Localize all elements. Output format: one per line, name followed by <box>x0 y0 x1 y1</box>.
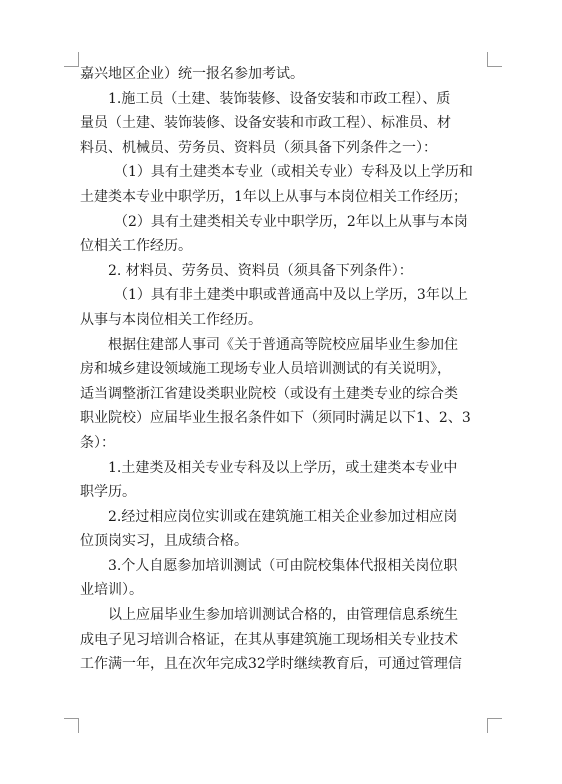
text-line: 位相关工作经历。 <box>80 238 192 255</box>
text-line: 2. 材料员、劳务员、资料员（须具备下列条件）： <box>108 262 413 279</box>
text-line: 职业院校）应届毕业生报名条件如下（须同时满足以下1、2、3 <box>80 410 471 427</box>
text-line: 1.施工员（土建、装饰装修、设备安装和市政工程）、质 <box>108 90 451 107</box>
crop-mark-bottom-right <box>487 718 502 733</box>
text-line: 1.土建类及相关专业专科及以上学历，或土建类本专业中 <box>108 459 458 476</box>
text-line: 从事与本岗位相关工作经历。 <box>80 311 262 328</box>
text-line: 料员、机械员、劳务员、资料员（须具备下列条件之一）： <box>80 139 437 156</box>
text-line: 职学历。 <box>80 484 136 501</box>
text-line: 房和城乡建设领域施工现场专业人员培训测试的有关说明》， <box>80 361 451 378</box>
text-line: 条）： <box>80 434 115 451</box>
crop-mark-top-left <box>64 52 79 67</box>
text-line: 业培训）。 <box>80 582 143 599</box>
text-line: 适当调整浙江省建设类职业院校（或设有土建类专业的综合类 <box>80 385 458 402</box>
text-line: 土建类本专业中职学历，1年以上从事与本岗位相关工作经历； <box>80 188 467 205</box>
text-line: （1）具有非土建类中职或普通高中及以上学历，3年以上 <box>114 287 468 304</box>
text-line: （2）具有土建类相关专业中职学历，2年以上从事与本岗 <box>114 213 468 230</box>
crop-mark-bottom-left <box>64 718 79 733</box>
text-line: 根据住建部人事司《关于普通高等院校应届毕业生参加住 <box>108 336 458 353</box>
text-line: 以上应届毕业生参加培训测试合格的，由管理信息系统生 <box>108 607 458 624</box>
text-line: 嘉兴地区企业）统一报名参加考试。 <box>80 66 304 82</box>
document-body <box>80 62 490 677</box>
text-line: 量员（土建、装饰装修、设备安装和市政工程）、标准员、材 <box>80 115 451 132</box>
text-line: 3.个人自愿参加培训测试（可由院校集体代报相关岗位职 <box>108 557 458 574</box>
text-line: 成电子见习培训合格证，在其从事建筑施工现场相关专业技术 <box>80 631 458 648</box>
text-line: 工作满一年，且在次年完成32学时继续教育后，可通过管理信 <box>80 656 462 673</box>
text-line: 2.经过相应岗位实训或在建筑施工相关企业参加过相应岗 <box>108 508 458 525</box>
text-line: 位顶岗实习，且成绩合格。 <box>80 533 248 550</box>
text-line: （1）具有土建类本专业（或相关专业）专科及以上学历和 <box>114 164 473 181</box>
